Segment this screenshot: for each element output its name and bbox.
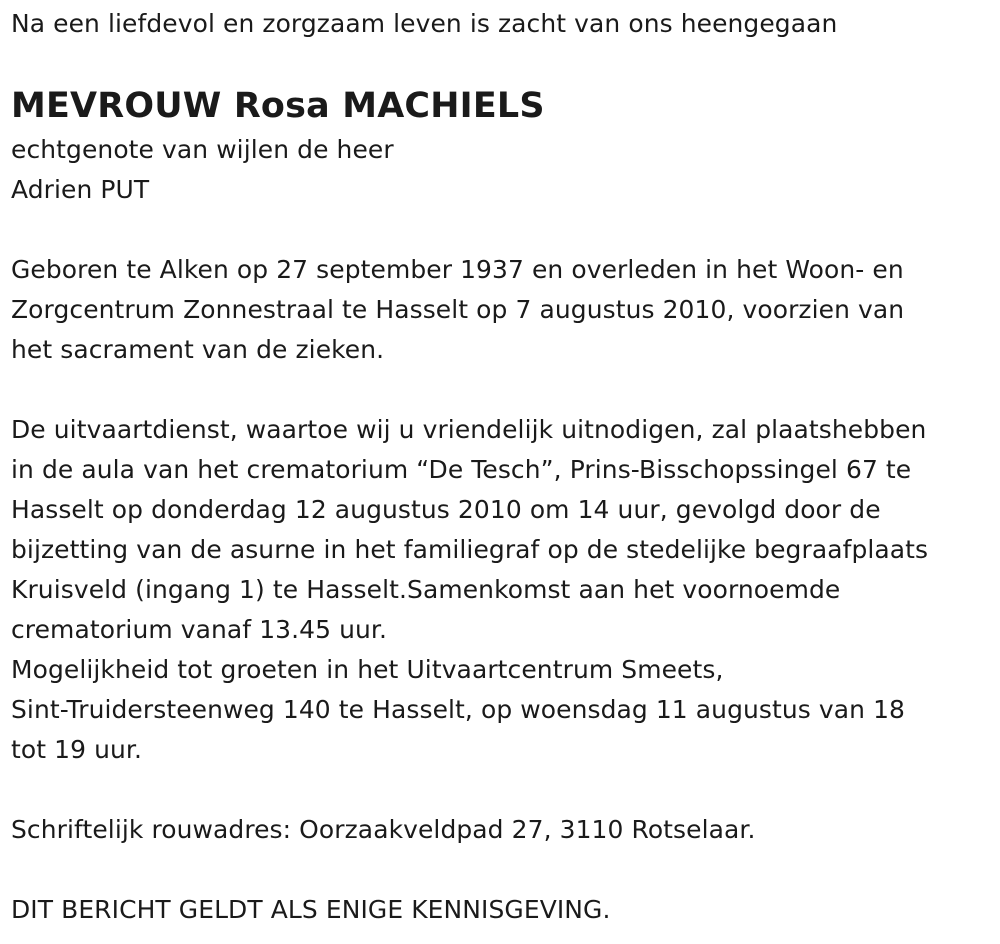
spacer [11,210,991,250]
paragraph-line: in de aula van het crematorium “De Tesch”, Prins-Bisschopssingel 67 te [11,455,912,484]
closing-statement: DIT BERICHT GELDT ALS ENIGE KENNISGEVING. [11,895,611,924]
paragraph-line: Kruisveld (ingang 1) te Hasselt.Samenkomst aan het voornoemde [11,575,841,604]
spouse-block [11,130,991,210]
paragraph-line: bijzetting van de asurne in het familiegraf op de stedelijke begraafplaats [11,535,929,564]
funeral-paragraph [11,410,991,770]
spacer [11,850,991,890]
paragraph-line: Hasselt op donderdag 12 augustus 2010 om 14 uur, gevolgd door de [11,495,881,524]
paragraph-line: het sacrament van de zieken. [11,335,385,364]
obituary-notice [11,0,991,930]
paragraph-line: Mogelijkheid tot groeten in het Uitvaartcentrum Smeets, [11,655,724,684]
intro-line: Na een liefdevol en zorgzaam leven is zacht van ons heengegaan [11,9,838,38]
paragraph-line: Zorgcentrum Zonnestraal te Hasselt op 7 augustus 2010, voorzien van [11,295,905,324]
paragraph-line: Sint-Truidersteenweg 140 te Hasselt, op woensdag 11 augustus van 18 [11,695,906,724]
birth-death-paragraph [11,250,991,370]
paragraph-line: tot 19 uur. [11,735,142,764]
spouse-name: Adrien PUT [11,175,150,204]
spouse-line: echtgenote van wijlen de heer [11,135,394,164]
paragraph-line: Geboren te Alken op 27 september 1937 en overleden in het Woon- en [11,255,904,284]
paragraph-line: De uitvaartdienst, waartoe wij u vriendelijk uitnodigen, zal plaatshebben [11,415,927,444]
spacer [11,370,991,410]
spacer [11,770,991,810]
deceased-name: MEVROUW Rosa MACHIELS [11,86,545,126]
mourning-address: Schriftelijk rouwadres: Oorzaakveldpad 27, 3110 Rotselaar. [11,815,756,844]
paragraph-line: crematorium vanaf 13.45 uur. [11,615,388,644]
